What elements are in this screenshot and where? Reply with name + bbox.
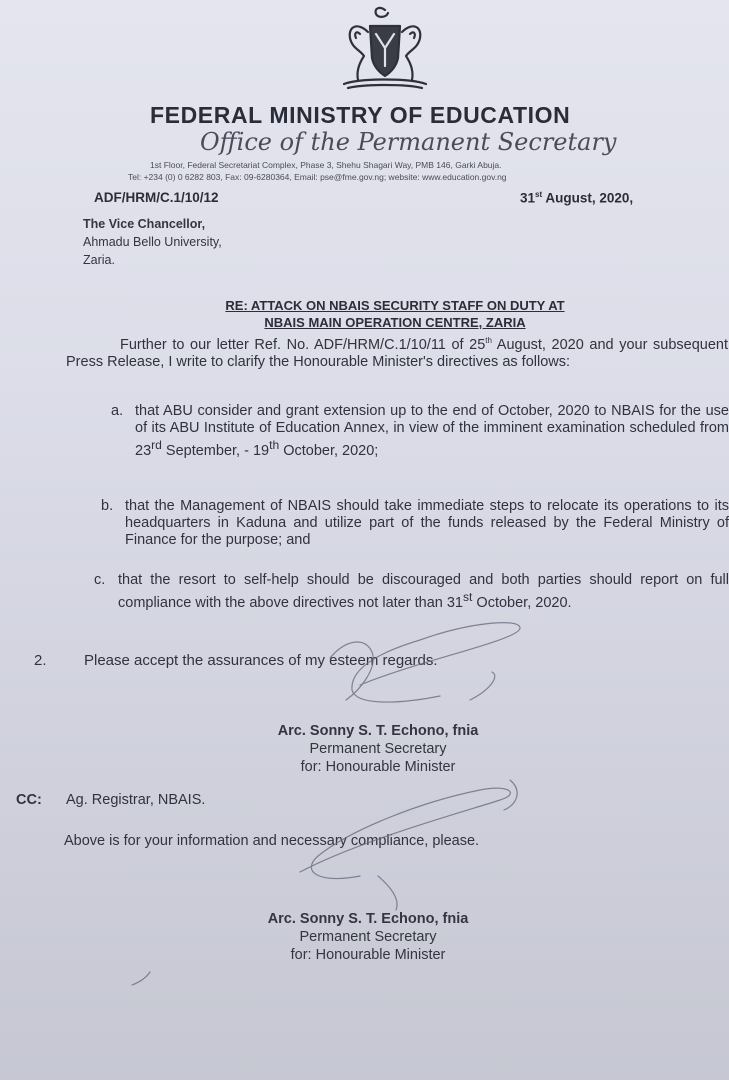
directive-label: c. [94, 572, 106, 588]
cc-label: CC: [16, 792, 42, 808]
signatory-name: Arc. Sonny S. T. Echono, fnia [277, 723, 479, 739]
directive-label: b. [101, 498, 114, 514]
signature-block [228, 722, 528, 776]
office-title: Office of the Permanent Secretary [200, 128, 617, 156]
directive-b: b. that the Management of NBAIS should take immediate steps to relocate its operations to its headquarters in Kaduna and utilize part of the funds released by the Federal Ministry of Finance for the purpose; and [101, 498, 729, 548]
signature-block-repeat [218, 910, 518, 964]
signatory-for: for: Honourable Minister [290, 947, 446, 963]
addressee-city: Zaria. [83, 253, 115, 267]
ministry-name: FEDERAL MINISTRY OF EDUCATION [150, 102, 571, 128]
directive-label: a. [111, 403, 124, 419]
signatory-title: Permanent Secretary [309, 741, 447, 757]
cc-note: Above is for your information and necessary compliance, please. [64, 833, 480, 849]
subject-line: NBAIS MAIN OPERATION CENTRE, ZARIA [264, 315, 526, 330]
paragraph-number: 2. [34, 652, 47, 669]
addressee-institution: Ahmadu Bello University, [83, 235, 222, 249]
address-line: 1st Floor, Federal Secretariat Complex, Phase 3, Shehu Shagari Way, PMB 146, Garki Abuja. [150, 160, 502, 170]
signatory-title: Permanent Secretary [299, 929, 437, 945]
paragraph-one: Further to our letter Ref. No. ADF/HRM/C.1/10/11 of 25th August, 2020 and your subsequent Press Release, I write to clarify the Honourable Minister's directives as follows: [66, 336, 728, 370]
addressee-title: The Vice Chancellor, [83, 217, 206, 231]
cc-line [16, 792, 206, 808]
signatory-name: Arc. Sonny S. T. Echono, fnia [267, 911, 469, 927]
paragraph-two [34, 652, 438, 669]
directive-a: a. that ABU consider and grant extension up to the end of October, 2020 to NBAIS for the use of its ABU Institute of Education Annex, in view of the imminent examination scheduled from 23rd September, - 19th October, 2020; [111, 403, 729, 459]
coat-of-arms-icon [330, 4, 440, 90]
letter-date: 31st August, 2020, [520, 190, 634, 206]
subject-line: RE: ATTACK ON NBAIS SECURITY STAFF ON DUTY AT [225, 298, 565, 313]
addressee-block [83, 215, 222, 269]
cc-recipient: Ag. Registrar, NBAIS. [66, 792, 206, 808]
subject-heading [170, 297, 620, 331]
reference-number: ADF/HRM/C.1/10/12 [94, 190, 219, 205]
closing-text: Please accept the assurances of my esteem regards. [84, 652, 438, 669]
directive-c: c. that the resort to self-help should be discouraged and both parties should report on full compliance with the above directives not later than 31st October, 2020. [94, 572, 729, 611]
signatory-for: for: Honourable Minister [300, 759, 456, 775]
contact-line: Tel: +234 (0) 0 6282 803, Fax: 09-6280364, Email: pse@fme.gov.ng; website: www.education.gov.ng [128, 172, 507, 182]
